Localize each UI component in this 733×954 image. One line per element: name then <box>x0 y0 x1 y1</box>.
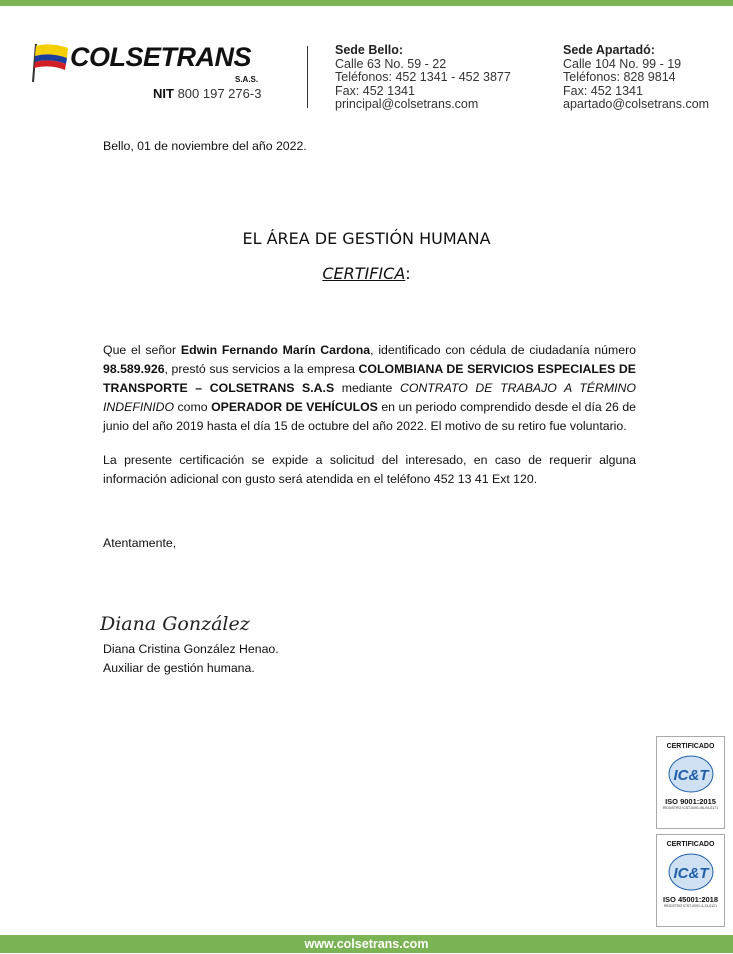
cert-title: CERTIFICADO <box>666 841 715 848</box>
cert-iso: ISO 9001:2015 <box>665 797 716 806</box>
paragraph-1-segment: , identificado con cédula de ciudadanía número <box>370 343 637 357</box>
signer-role: Auxiliar de gestión humana. <box>103 661 255 675</box>
cert-iso45001 <box>656 834 725 927</box>
sede-title: Sede Apartadó: <box>563 43 655 57</box>
subheading-text: CERTIFICA <box>322 264 406 283</box>
sede-email[interactable]: apartado@colsetrans.com <box>563 97 710 111</box>
paragraph-1-segment: OPERADOR DE VEHÍCULOS <box>211 400 378 414</box>
ict-globe-icon <box>666 753 716 795</box>
cert-registration: REGISTRO ICST-0091-4-13-0121 <box>663 904 718 908</box>
paragraph-1-segment: como <box>174 400 212 414</box>
footer-website[interactable]: www.colsetrans.com <box>0 935 733 953</box>
paragraph-1 <box>103 341 636 436</box>
ict-globe-icon <box>666 851 716 893</box>
sede-title: Sede Bello: <box>335 43 404 57</box>
nit-label: NIT <box>153 86 174 101</box>
signature-script: Diana González <box>100 613 250 635</box>
sede-fax: Fax: 452 1341 <box>335 83 415 98</box>
cert-iso: ISO 45001:2018 <box>662 895 719 904</box>
paragraph-1-segment: , prestó sus servicios a la empresa <box>164 362 359 376</box>
paragraph-1-segment: mediante <box>334 381 400 395</box>
svg-text:IC&T: IC&T <box>673 865 708 882</box>
paragraph-1-segment: COLOMBIANA DE SERVICIOS ESPECIALES DE TRANSPORTE – COLSETRANS S.A.S <box>103 362 636 395</box>
subheading <box>0 264 733 284</box>
heading: EL ÁREA DE GESTIÓN HUMANA <box>242 229 491 248</box>
sede-email[interactable]: principal@colsetrans.com <box>335 97 479 111</box>
date-line: Bello, 01 de noviembre del año 2022. <box>103 139 307 153</box>
signature <box>100 611 285 637</box>
cert-title: CERTIFICADO <box>666 743 715 750</box>
sede-phones: Teléfonos: 452 1341 - 452 3877 <box>335 70 511 84</box>
paragraph-1-segment: Que el señor <box>103 343 181 357</box>
sede-address: Calle 63 No. 59 - 22 <box>335 56 447 71</box>
certificate-body <box>103 341 636 489</box>
cert-registration: REGISTRO ICST-0091-06-04-0171 <box>662 806 719 810</box>
sede-phones: Teléfonos: 828 9814 <box>563 70 676 84</box>
sede-fax: Fax: 452 1341 <box>563 83 643 98</box>
company-logo <box>30 40 270 85</box>
paragraph-2: La presente certificación se expide a solicitud del interesado, en caso de requerir alguna información adicional con gusto será atendida en el teléfono 452 13 41 Ext 120. <box>103 453 636 486</box>
nit <box>153 86 261 101</box>
logo-sas: S.A.S. <box>235 75 259 84</box>
paragraph-1-segment: 98.589.926 <box>103 362 165 376</box>
signer-name: Diana Cristina González Henao. <box>103 642 279 656</box>
top-green-bar <box>0 0 733 6</box>
paragraph-1-segment: CONTRATO DE TRABAJO A TÉRMINO INDEFINIDO <box>103 381 636 414</box>
sede-apartado <box>563 44 709 112</box>
sede-bello <box>335 44 511 112</box>
paragraph-1-segment: Edwin Fernando Marín Cardona <box>180 343 371 357</box>
paragraph-1-segment: en un periodo comprendido desde el día 26 de junio del año 2019 hasta el día 15 de octubre del año 2022. El motivo de su retiro fue voluntario. <box>103 400 637 433</box>
cert-iso9001 <box>656 736 725 829</box>
header-divider <box>307 46 308 108</box>
svg-text:IC&T: IC&T <box>673 767 708 784</box>
sede-address: Calle 104 No. 99 - 19 <box>563 56 682 71</box>
nit-value: 800 197 276-3 <box>177 86 262 101</box>
colombia-flag-icon <box>30 40 70 85</box>
subheading-colon: : <box>405 264 411 283</box>
closing: Atentamente, <box>103 536 177 550</box>
logo-wordmark: COLSETRANS <box>70 42 252 72</box>
